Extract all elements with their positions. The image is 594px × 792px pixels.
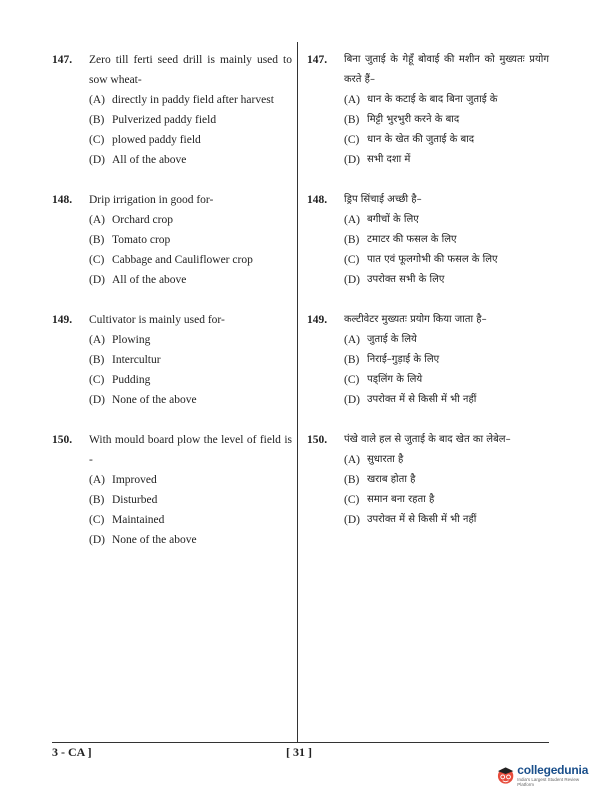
paper-code: 3 - CA ] [52, 745, 92, 759]
question-stem: Cultivator is mainly used for- [89, 314, 225, 326]
question-number: 150. [307, 434, 328, 446]
question-number: 148. [307, 194, 328, 206]
option-a: (A) सुधारता है [344, 454, 404, 466]
question-number: 148. [52, 194, 73, 206]
brand-name: collegedunia [517, 763, 589, 777]
question-stem: ड्रिप सिंचाई अच्छी है– [344, 194, 422, 205]
question-number: 149. [307, 314, 328, 326]
option-a: (A) बगीचों के लिए [344, 214, 419, 226]
option-c: (C) पात एवं फूलगोभी की फसल के लिए [344, 254, 498, 266]
column-divider [297, 42, 298, 742]
question-number: 147. [307, 54, 328, 66]
option-d: (D) उपरोक्त में से किसी में भी नहीं [344, 514, 477, 526]
option-a: (A) धान के कटाई के बाद बिना जुताई के [344, 94, 498, 106]
option-c: (C) Cabbage and Cauliflower crop [89, 254, 253, 266]
option-b: (B) टमाटर की फसल के लिए [344, 234, 457, 246]
option-b: (B) Pulverized paddy field [89, 114, 217, 126]
question-stem: पंखे वाले हल से जुताई के बाद खेत का लेबेल– [344, 434, 511, 445]
question-stem: With mould board plow the level of field is - [89, 434, 292, 466]
option-a: (A) Improved [89, 474, 157, 486]
question-number: 149. [52, 314, 73, 326]
question-149-hi [307, 310, 549, 410]
option-c: (C) plowed paddy field [89, 134, 201, 146]
question-stem: Zero till ferti seed drill is mainly used to sow wheat- [89, 54, 292, 86]
option-a: (A) Plowing [89, 334, 151, 346]
option-b: (B) निराई–गुड़ाई के लिए [344, 354, 440, 366]
option-d: (D) All of the above [89, 274, 187, 286]
option-d: (D) सभी दशा में [344, 154, 411, 166]
option-b: (B) Intercultur [89, 354, 161, 366]
option-d: (D) उपरोक्त में से किसी में भी नहीं [344, 394, 477, 406]
option-a: (A) Orchard crop [89, 214, 173, 226]
question-stem: बिना जुताई के गेहूँ बोवाई की मशीन को मुख्यतः प्रयोग करते हैं– [344, 54, 549, 85]
question-number: 150. [52, 434, 73, 446]
option-d: (D) None of the above [89, 534, 197, 546]
option-c: (C) Maintained [89, 514, 165, 526]
option-a: (A) directly in paddy field after harvest [89, 94, 274, 106]
question-148-hi [307, 190, 549, 290]
option-c: (C) धान के खेत की जुताई के बाद [344, 134, 475, 146]
question-148-en [52, 190, 292, 290]
option-b: (B) मिट्टी भुरभुरी करने के बाद [344, 114, 460, 126]
option-c: (C) पड्लिंग के लिये [344, 374, 423, 386]
question-stem: Drip irrigation in good for- [89, 194, 214, 206]
footer-rule [52, 742, 549, 743]
question-150-hi [307, 430, 549, 530]
question-number: 147. [52, 54, 73, 66]
question-149-en [52, 310, 292, 410]
collegedunia-watermark [496, 763, 594, 787]
graduate-face-icon [496, 765, 515, 785]
question-150-en [52, 430, 292, 550]
option-a: (A) जुताई के लिये [344, 334, 417, 346]
page-number: [ 31 ] [286, 745, 312, 759]
option-b: (B) Disturbed [89, 494, 158, 506]
option-c: (C) समान बना रहता है [344, 494, 435, 506]
question-147-en [52, 50, 292, 170]
option-b: (B) खराब होता है [344, 474, 416, 486]
brand-tagline: India's Largest Student Review Platform [517, 777, 580, 787]
option-d: (D) उपरोक्त सभी के लिए [344, 274, 445, 286]
option-d: (D) All of the above [89, 154, 187, 166]
question-stem: कल्टीवेटर मुख्यतः प्रयोग किया जाता है– [344, 314, 487, 325]
option-c: (C) Pudding [89, 374, 151, 386]
option-b: (B) Tomato crop [89, 234, 171, 246]
question-147-hi [307, 50, 549, 170]
option-d: (D) None of the above [89, 394, 197, 406]
